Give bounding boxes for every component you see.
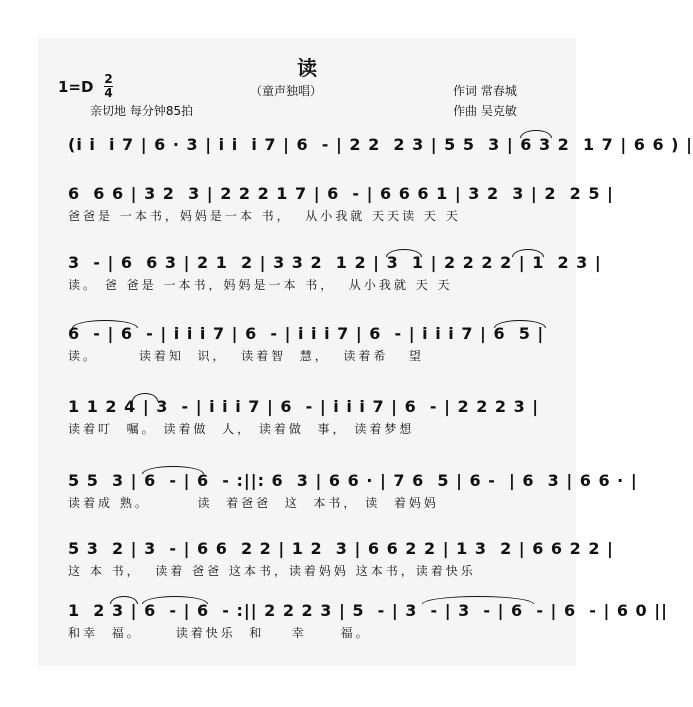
score-system-5 — [68, 396, 568, 438]
lyric-line: 爸爸是 一本书，妈妈是一本 书， 从小我就 天天读 天 天 — [68, 209, 461, 223]
lyric-line — [68, 158, 568, 176]
lyric-line: 读。 爸 爸是 一本书，妈妈是一本 书， 从小我就 天 天 — [68, 278, 453, 292]
slur-mark — [494, 320, 546, 328]
time-top: 2 — [104, 72, 113, 86]
song-title: 读 — [297, 56, 317, 80]
tie-mark — [142, 466, 204, 474]
slur-mark — [386, 249, 422, 257]
score-system-4 — [68, 323, 568, 365]
tempo-marking: 亲切地 每分钟85拍 — [90, 104, 194, 118]
notation-line: 6 - | 6 - | i i i 7 | 6 - | i i i 7 | 6 - | i i i 7 | 6 5 | — [68, 324, 545, 343]
time-bottom: 4 — [104, 86, 113, 100]
slur-mark — [512, 249, 544, 257]
lyricist-credit: 作词 常春城 — [453, 84, 517, 98]
lyric-line: 读着成 熟。 读 着爸爸 这 本书， 读 着妈妈 — [68, 496, 439, 510]
key-signature: 1=D — [58, 78, 94, 96]
composer-credit: 作曲 吴克敏 — [453, 104, 517, 118]
score-page — [38, 38, 693, 666]
notation-line: 5 5 3 | 6 - | 6 - :||: 6 3 | 6 6 · | 7 6 5 | 6 - | 6 3 | 6 6 · | — [68, 471, 638, 490]
lyric-line: 读。 读着知 识， 读着智 慧， 读着希 望 — [68, 349, 424, 363]
score-system-1 — [68, 134, 693, 176]
time-signature — [104, 74, 113, 99]
slur-mark — [110, 596, 138, 604]
score-system-6 — [68, 470, 638, 512]
notation-line: 1 2 3 | 6 - | 6 - :|| 2 2 2 3 | 5 - | 3 - | 3 - | 6 - | 6 - | 6 0 || — [68, 601, 668, 620]
tie-mark — [142, 596, 208, 604]
score-system-3 — [68, 252, 602, 294]
tie-mark — [72, 320, 138, 328]
notation-line: 3 - | 6 6 3 | 2 1 2 | 3 3 2 1 2 | 3 1 | 2 2 2 2 | 1 2 3 | — [68, 253, 602, 272]
lyric-line: 这 本 书， 读着 爸爸 这本书，读着妈妈 这本书，读着快乐 — [68, 564, 476, 578]
notation-line: 5 3 2 | 3 - | 6 6 2 2 | 1 2 3 | 6 6 2 2 | 1 3 2 | 6 6 2 2 | — [68, 539, 614, 558]
performer-note: （童声独唱） — [250, 84, 323, 98]
lyric-line: 和幸 福。 读着快乐 和 幸 福。 — [68, 626, 371, 640]
notation-line: 6 6 6 | 3 2 3 | 2 2 2 1 7 | 6 - | 6 6 6 1 | 3 2 3 | 2 2 5 | — [68, 184, 614, 203]
slur-mark — [520, 130, 552, 138]
notation-line: 1 1 2 4 | 3 - | i i i 7 | 6 - | i i i 7 | 6 - | 2 2 2 3 | — [68, 397, 540, 416]
notation-line: (i i i 7 | 6 · 3 | i i i 7 | 6 - | 2 2 2 3 | 5 5 3 | 6 3 2 1 7 | 6 6 ) | — [68, 135, 693, 154]
lyric-line: 读着叮 嘱。 读着做 人， 读着做 事， 读着梦想 — [68, 422, 415, 436]
score-system-8 — [68, 600, 668, 642]
tie-mark — [422, 596, 534, 604]
score-system-7 — [68, 538, 614, 580]
slur-mark — [132, 393, 158, 401]
score-system-2 — [68, 183, 614, 225]
